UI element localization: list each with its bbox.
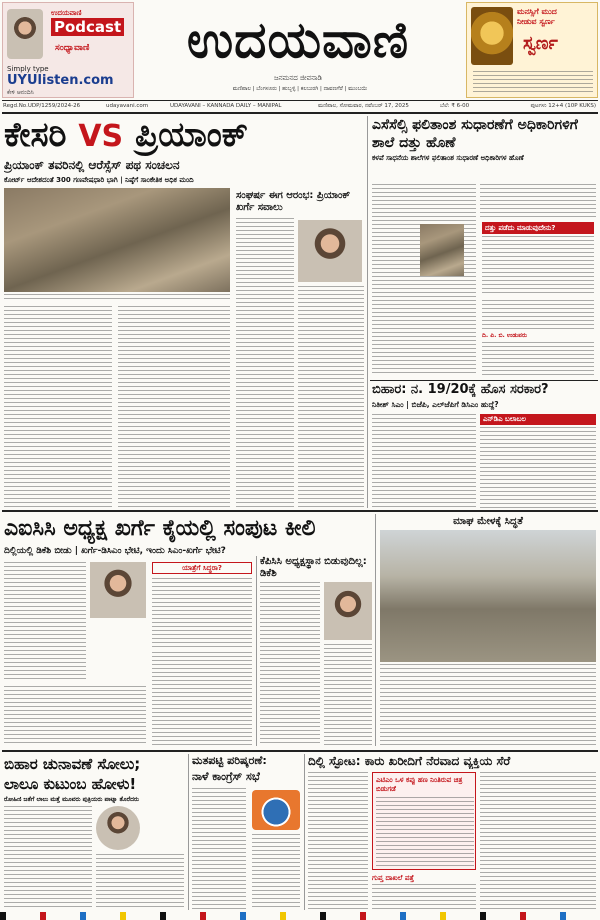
nda-box-text bbox=[480, 427, 596, 508]
cabinet-headline: ಎಐಸಿಸಿ ಅಧ್ಯಕ್ಷ ಖರ್ಗೆ ಕೈಯಲ್ಲಿ ಸಂಪುಟ ಕೀಲಿ bbox=[4, 516, 316, 541]
lead-side-text bbox=[236, 218, 294, 508]
delhi-box-text bbox=[376, 797, 474, 867]
cabinet-sub: ದಿಲ್ಲಿಯಲ್ಲಿ ಡಿಕೆಶಿ ಬೀಡು | ಖರ್ಗೆ-ಡಿಸಿಎಂ ಭೇಟಿ, ಇಂದು ಸಿಎಂ-ಖರ್ಗೆ ಭೇಟಿ? bbox=[4, 546, 226, 556]
podcast-label: Podcast bbox=[51, 18, 124, 36]
headline-priyank: ಪ್ರಿಯಾಂಕ್ bbox=[134, 115, 249, 155]
vote-headline-1: ಮತಪಟ್ಟಿ ಪರಿಷ್ಕರಣೆ: bbox=[192, 754, 267, 767]
paper-name: UDAYAVANI – KANNADA DAILY – MANIPAL bbox=[170, 103, 282, 109]
vote-headline-2: ನಾಳೆ ಕಾಂಗ್ರೆಸ್ ಸಭೆ bbox=[192, 770, 260, 783]
lead-divider bbox=[367, 116, 368, 508]
ad-brand-swarna: ಸ್ವರ್ಣ bbox=[523, 33, 558, 54]
delhi-body-col3 bbox=[480, 772, 596, 910]
sslc-headline: ಎಸೆಸೆಲ್ಸಿ ಫಲಿತಾಂಶ ಸುಧಾರಣೆಗೆ ಅಧಿಕಾರಿಗಳಿಗೆ ಶಾಲೆ ದತ್ತು ಹೊಣೆ bbox=[372, 117, 578, 151]
sslc-body-col2 bbox=[480, 184, 596, 220]
lead-body-col1 bbox=[4, 306, 112, 508]
series-name: ಸಂಧ್ಯಾವಾಣಿ bbox=[55, 43, 90, 53]
swarna-ad[interactable] bbox=[466, 2, 598, 98]
ad-line1: ಮನಸ್ಸಿಗೆ ಮುದ bbox=[517, 7, 557, 16]
lalu-body-col1 bbox=[4, 806, 92, 910]
lalu-sub: ರೋಹಿಣಿ ಜತೆಗೆ ಲಾಲು ಮತ್ತೆ ಮೂವರು ಪುತ್ರಿಯರು ಪಾಟ್ನಾ ತೊರೆದರು bbox=[4, 796, 140, 803]
headline-saffron: ಕೇಸರಿ bbox=[4, 115, 67, 155]
lead-sub2: ಕೋರ್ಟ್ ಆದೇಶದಂತೆ 300 ಗಣವೇಷಧಾರಿ ಭಾಗಿ | ನಿಷ್ಠೆಗೆ ಸಾಂಕೇತಿಕ ಅಧಿಕ ಮಂದಿ bbox=[4, 176, 194, 184]
vote-body-col1 bbox=[192, 788, 246, 910]
priyank-photo bbox=[298, 220, 362, 282]
cabinet-body-col1b bbox=[4, 686, 146, 746]
cabinet-rule bbox=[2, 510, 598, 512]
masthead-editions: ಮಣಿಪಾಲ | ಬೆಂಗಳೂರು | ಹುಬ್ಬಳ್ಳಿ | ಕಲಬುರಗಿ | ದಾವಣಗೆರೆ | ಮುಂಬಯಿ bbox=[232, 86, 368, 92]
lead-side-headline: ಸಂಘರ್ಷ ಈಗ ಆರಂಭ: ಪ್ರಿಯಾಂಕ್ ಖರ್ಗೆ ಸವಾಲು bbox=[236, 190, 351, 213]
rss-march-photo bbox=[4, 188, 230, 292]
ad-brand: ಉದಯವಾಣಿ bbox=[51, 9, 82, 17]
delhi-body-col1 bbox=[308, 772, 368, 910]
page-count: ಪುಟಗಳು 12+4 (10P KUKS) bbox=[530, 103, 596, 109]
lead-side-text-2 bbox=[298, 286, 364, 508]
lalu-headline-1: ಬಿಹಾರ ಚುನಾವಣೆ ಸೋಲು; bbox=[4, 755, 141, 773]
bihar-top-sub: ನಿತೀಶ್ ಸಿಎಂ | ಬಿಜೆಪಿ, ಎಲ್‌ಜೆಪಿಗೆ ಡಿಸಿಎಂ ಹುದ್ದೆ? bbox=[372, 400, 499, 409]
reg-no: Regd.No.UDP/1259/2024-26 bbox=[3, 103, 81, 109]
sslc-body-col3 bbox=[482, 342, 594, 376]
congress-hand-icon bbox=[252, 790, 300, 830]
sslc-photo bbox=[420, 224, 464, 276]
sslc-box-title: ದತ್ತು ಪಡೆದು ಮಾಡುವುದೇನು? bbox=[482, 222, 594, 234]
nda-box-title: ಎನ್‌ಡಿಎ ಬಲಾಬಲ bbox=[480, 414, 596, 425]
dk-photo bbox=[324, 582, 372, 640]
lalu-body-col2 bbox=[96, 854, 184, 910]
sslc-sub: ಕಳಪೆ ಸಾಧನೆಯ ಶಾಲೆಗಳ ಫಲಿತಾಂಶ ಸುಧಾರಣೆ ಅಧಿಕಾರಿಗಳ ಹೊಣೆ bbox=[372, 154, 524, 162]
dateline-rule-top bbox=[2, 100, 598, 101]
lalu-headline-2: ಲಾಲೂ ಕುಟುಂಬ ಹೋಳು! bbox=[4, 775, 137, 793]
price: ಬೆಲೆ: ₹ 6-00 bbox=[440, 103, 470, 109]
issue-date: ಮಣಿಪಾಲ, ಸೋಮವಾರ, ನವೆಂಬರ್ 17, 2025 bbox=[318, 103, 409, 109]
magh-divider bbox=[375, 514, 376, 746]
delhi-box bbox=[372, 772, 476, 870]
sslc-body-col1 bbox=[372, 184, 476, 376]
delhi-divider bbox=[304, 754, 305, 910]
lead-sub1: ಪ್ರಿಯಾಂಕ್ ತವರಿನಲ್ಲಿ ಆರೆಸ್ಸೆಸ್ ಪಥ ಸಂಚಲನ bbox=[4, 158, 180, 172]
host-photo bbox=[7, 9, 43, 59]
headline-vs: VS bbox=[78, 119, 124, 154]
masthead-title: ಉದಯವಾಣಿ bbox=[186, 11, 410, 69]
delhi-box-title: ಎಟಿಎಂ ಒಳ ಕಪ್ಪು ಹಣ ನಿಂತಿರುವ ಚಿತ್ರ ಬಿಡುಗಡೆ bbox=[376, 776, 463, 793]
site-url[interactable]: udayavani.com bbox=[106, 103, 149, 109]
kpcc-body-2 bbox=[324, 644, 372, 746]
lead-headline bbox=[4, 114, 364, 156]
kpcc-body bbox=[260, 582, 320, 746]
masthead-tagline: ಜನಮನದ ಜೀವನಾಡಿ bbox=[274, 74, 322, 82]
bihar-top-body bbox=[372, 414, 476, 508]
ad-note: ಕೇಳಿ ಆನಂದಿಸಿ bbox=[7, 89, 34, 96]
deity-image bbox=[471, 7, 513, 65]
cabinet-box-title: ಯಾತ್ರೆಗೆ ಸಿದ್ಧರಾ? bbox=[152, 562, 252, 574]
sslc-box-text bbox=[482, 236, 594, 296]
ad-url[interactable]: UYUlisten.com bbox=[7, 73, 114, 88]
kharge-photo bbox=[90, 562, 146, 618]
vote-divider bbox=[188, 754, 189, 910]
vote-body-col2 bbox=[252, 834, 300, 910]
magh-photo-title: ಮಾಘ ಮೇಳಕ್ಕೆ ಸಿದ್ಧತೆ bbox=[453, 516, 523, 527]
cabinet-body-col1 bbox=[4, 562, 86, 682]
lead-body-col2 bbox=[118, 306, 230, 508]
ad-line2: ನೀಡುವ ಸ್ವರ್ಣ bbox=[517, 17, 555, 26]
magh-mela-photo bbox=[380, 530, 596, 662]
bihar-top-headline: ಬಿಹಾರ: ನ. 19/20ಕ್ಕೆ ಹೊಸ ಸರಕಾರ? bbox=[372, 382, 549, 397]
ad-simply: Simply type bbox=[7, 65, 49, 73]
quote-box bbox=[482, 300, 594, 330]
bihar-top-rule bbox=[370, 380, 598, 381]
cabinet-divider bbox=[256, 556, 257, 746]
delhi-sub: ಗುಪ್ತ ದಾಖಲೆ ಪತ್ತೆ bbox=[372, 874, 414, 882]
magh-caption bbox=[380, 664, 596, 746]
rohini-photo bbox=[96, 806, 140, 850]
ad-fineprint bbox=[473, 71, 593, 95]
cabinet-body-col3 bbox=[152, 652, 252, 746]
delhi-headline: ದಿಲ್ಲಿ ಸ್ಫೋಟ: ಕಾರು ಖರೀದಿಗೆ ನೆರವಾದ ವ್ಯಕ್ತಿಯ ಸೆರೆ bbox=[308, 754, 511, 768]
quote-name: ದಿ. ಪಿ. ಬಿ. ಉಡುಪರು bbox=[482, 332, 528, 339]
delhi-body-col2 bbox=[372, 884, 476, 910]
podcast-ad[interactable] bbox=[2, 2, 134, 98]
cabinet-box-text bbox=[152, 578, 252, 648]
bottom-rule bbox=[2, 750, 598, 752]
photo-caption bbox=[4, 294, 230, 302]
print-color-marks bbox=[0, 912, 600, 920]
kpcc-headline: ಕೆಪಿಸಿಸಿ ಅಧ್ಯಕ್ಷಸ್ಥಾನ ಬಿಡುವುದಿಲ್ಲ: ಡಿಕೆಶಿ bbox=[260, 556, 367, 579]
